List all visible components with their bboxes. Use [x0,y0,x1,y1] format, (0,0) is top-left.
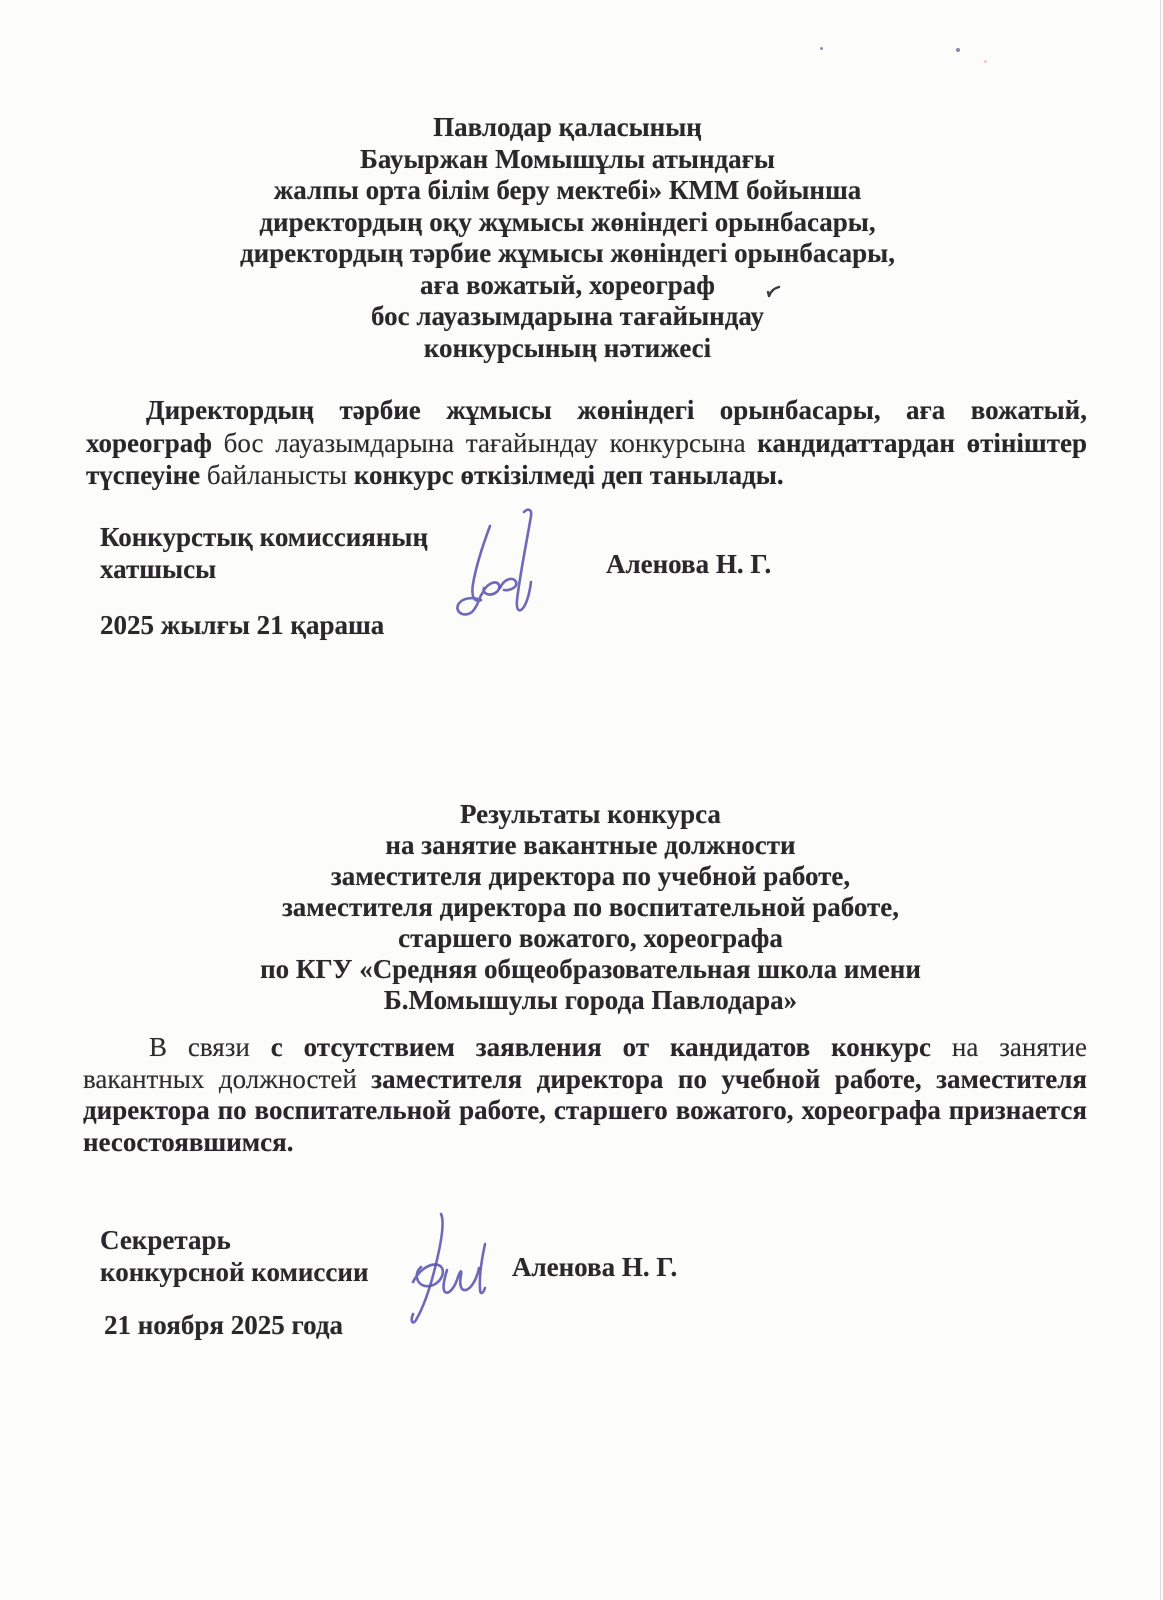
paragraph-segment: кандидаттардан өтініштер түспеуіне [86,427,1087,490]
kk-paragraph [86,394,1087,492]
paragraph-segment: бос лауазымдарына тағайындау конкурсына [211,427,758,458]
ru-date: 21 ноября 2025 года [104,1310,343,1340]
scan-speck [820,47,823,50]
ru-paragraph [83,1032,1087,1158]
kk-heading-line: Павлодар қаласының [433,112,702,142]
kk-date: 2025 жылғы 21 қараша [100,610,385,640]
ru-heading-line: заместителя директора по учебной работе, [330,861,851,891]
paragraph-segment: на занятие вакантных должностей [83,1032,1088,1094]
kk-signer-name: Аленова Н. Г. [606,549,772,579]
kk-heading-line: директордың оқу жұмысы жөніндегі орынбасары, [259,206,876,237]
kk-heading-line: директордың тәрбие жұмысы жөніндегі орынбасары, [240,238,895,268]
ink-stray-mark-icon [765,284,783,300]
paragraph-segment: с отсутствием заявления от кандидатов конкурс [270,1032,932,1062]
kk-heading-line: конкурсының нәтижесі [423,332,712,363]
paragraph-segment: байланысты [200,460,354,490]
ru-signer-name: Аленова Н. Г. [512,1252,678,1282]
ru-heading [9,799,1163,1016]
kk-heading-line: аға вожатый, хореограф [420,269,715,300]
scan-speck [956,48,960,52]
ru-heading-line: старшего вожатого, хореографа [398,923,783,953]
kk-heading [0,112,1149,364]
paragraph-segment: Директордың тәрбие жұмысы жөніндегі орынбасары, аға вожатый, хореограф [86,395,1087,458]
scan-speck [984,60,987,63]
ru-heading-line: по КГУ «Средняя общеобразовательная школа имени [260,954,921,984]
kk-heading-line: Бауыржан Момышұлы атындағы [359,143,776,174]
paragraph-segment: В связи [149,1032,271,1062]
kk-signer-role-line: хатшысы [100,554,217,584]
ru-signer-role-line: Секретарь [100,1225,231,1255]
kk-signer-role [100,521,428,585]
handwritten-signature-kk [448,502,563,630]
ru-signer-role-line: конкурсной комиссии [100,1257,369,1287]
ru-heading-line: на занятие вакантные должности [385,830,796,860]
ru-heading-line: Результаты конкурса [460,799,721,829]
ru-heading-line: Б.Момышулы города Павлодара» [383,985,798,1015]
ru-signer-role [100,1224,369,1288]
paragraph-segment: конкурс өткізілмеді деп танылады. [353,460,784,490]
kk-signer-role-line: Конкурстық комиссияның [100,522,429,552]
ru-heading-line: заместителя директора по воспитательной работе, [281,892,900,922]
kk-heading-line: бос лауазымдарына тағайындау [370,301,765,331]
kk-heading-line: жалпы орта білім беру мектебі» КММ бойынша [273,175,862,205]
handwritten-signature-ru [395,1200,500,1325]
scan-edge-line [1160,0,1161,1600]
paragraph-segment: заместителя директора по учебной работе, заместителя директора по воспитательной работе, старшего вожатого, хореографа признается несостоявшимся. [83,1063,1087,1157]
